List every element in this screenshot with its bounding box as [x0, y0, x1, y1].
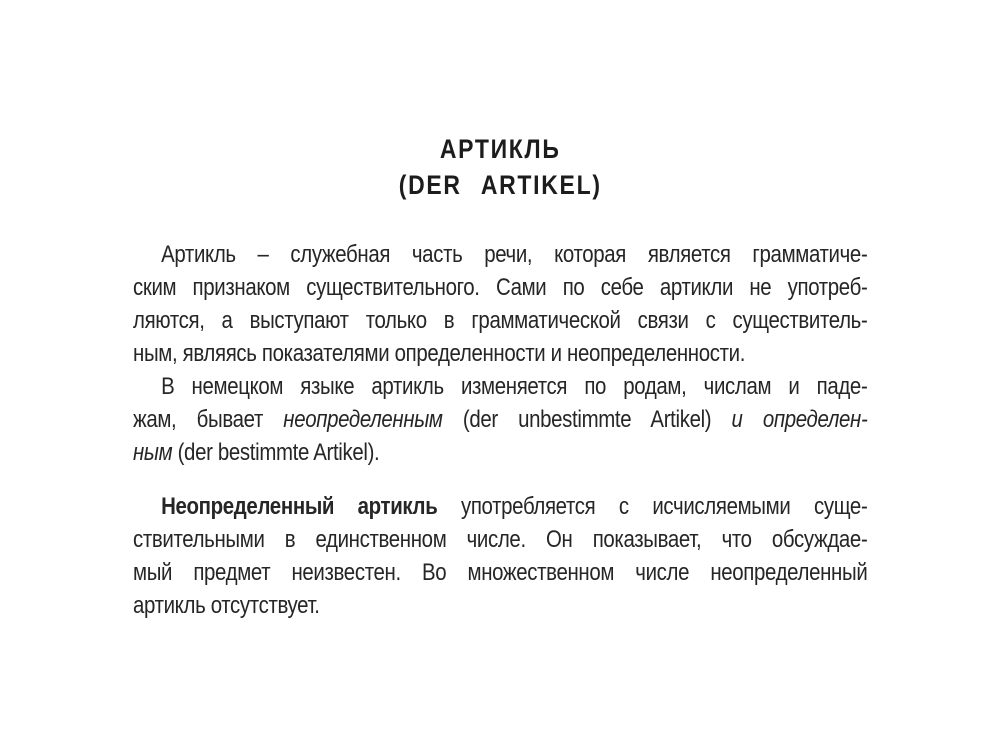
text-line: [133, 304, 867, 337]
text-line: [133, 589, 867, 622]
title-german: (DER ARTIKEL): [398, 170, 602, 200]
text-segment: ствительными в единственном числе. Он показывает, что обсуждае-: [133, 526, 868, 553]
text-line: [133, 490, 867, 523]
text-segment: жам, бывает: [133, 406, 284, 433]
text-segment: ским признаком существительного. Сами по себе артикли не употреб-: [133, 274, 868, 301]
bold-lead-in: Неопределенный артикль: [161, 493, 438, 520]
text-line: [133, 337, 867, 370]
italic-term: и определен-: [731, 406, 868, 433]
title-russian: АРТИКЛЬ: [439, 134, 561, 164]
paragraphs: [133, 238, 867, 622]
text-segment: (der bestimmte Artikel).: [172, 439, 380, 466]
paragraph: [133, 370, 867, 469]
paragraph: [133, 490, 867, 622]
italic-term: ным: [133, 439, 173, 466]
text-line: [133, 370, 867, 403]
page-title: [133, 131, 867, 203]
text-segment: артикль отсутствует.: [133, 592, 320, 619]
text-line: [133, 523, 867, 556]
text-segment: мый предмет неизвестен. Во множественном числе неопределенный: [133, 559, 868, 586]
text-line: [133, 403, 867, 436]
text-line: [133, 238, 867, 271]
text-segment: ным, являясь показателями определенности и неопределенности.: [133, 340, 746, 367]
page-content: [133, 131, 867, 622]
text-segment: употребляется с исчисляемыми суще-: [437, 493, 868, 520]
text-segment: ляются, а выступают только в грамматической связи с существитель-: [133, 307, 868, 334]
text-segment: В немецком языке артикль изменяется по родам, числам и паде-: [161, 373, 868, 400]
text-segment: Артикль – служебная часть речи, которая является грамматиче-: [161, 241, 868, 268]
text-line: [133, 556, 867, 589]
text-line: [133, 436, 867, 469]
paragraph: [133, 238, 867, 370]
text-line: [133, 271, 867, 304]
italic-term: неопределенным: [283, 406, 443, 433]
text-segment: (der unbestimmte Artikel): [442, 406, 732, 433]
